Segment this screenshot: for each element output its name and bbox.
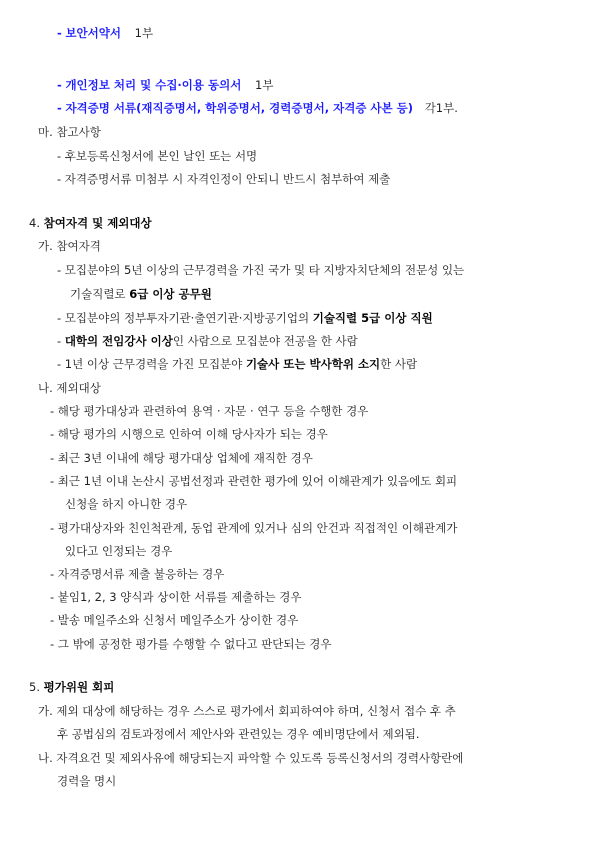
list-item: - 최근 3년 이내에 해당 평가대상 업체에 재직한 경우 — [50, 451, 313, 465]
privacy-consent-count: 1부 — [255, 78, 274, 92]
list-item: - 모집분야의 5년 이상의 근무경력을 가진 국가 및 타 지방자치단체의 전문성 있는 — [57, 263, 465, 277]
list-item: - 후보등록신청서에 본인 날인 또는 서명 — [57, 149, 258, 163]
section4-na-title: 나. 제외대상 — [38, 381, 101, 395]
qualification-docs-label: 자격증명 서류(재직증명서, 학위증명서, 경력증명서, 자격증 사본 등) — [65, 101, 414, 115]
section4-heading — [29, 215, 152, 231]
section5-ga-line2: 후 공법심의 검토과정에서 제안사와 관련있는 경우 예비명단에서 제외됨. — [57, 727, 420, 741]
list-item: - 평가대상자와 친인척관계, 동업 관계에 있거나 심의 안건과 직접적인 이해관계가 — [50, 521, 458, 535]
section4-number: 4. — [29, 216, 40, 230]
list-item-continuation: 기술직렬로 6급 이상 공무원 — [70, 287, 212, 301]
list-item: - 붙임1, 2, 3 양식과 상이한 서류를 제출하는 경우 — [50, 590, 302, 604]
doc-item-privacy-consent: - 개인정보 처리 및 수집·이용 동의서 1부 — [57, 78, 274, 92]
section5-number: 5. — [29, 680, 40, 694]
qualification-docs-count: 각1부. — [424, 101, 458, 115]
list-item: - 최근 1년 이내 논산시 공법선정과 관련한 평가에 있어 이해관계가 있음에도 회피 — [50, 474, 458, 488]
privacy-consent-label: 개인정보 처리 및 수집·이용 동의서 — [65, 78, 242, 92]
section5-na-line2: 경력을 명시 — [57, 774, 117, 788]
section-ma-title: 마. 참고사항 — [38, 125, 101, 139]
section5-heading — [29, 679, 114, 695]
list-item: - 해당 평가대상과 관련하여 용역 · 자문 · 연구 등을 수행한 경우 — [50, 404, 369, 418]
list-item: - 발송 메일주소와 신청서 메일주소가 상이한 경우 — [50, 613, 299, 627]
security-pledge-label: 보안서약서 — [65, 26, 121, 40]
list-item-continuation: 있다고 인정되는 경우 — [65, 544, 173, 558]
list-item: - 1년 이상 근무경력을 가진 모집분야 기술사 또는 박사학위 소지한 사람 — [57, 357, 418, 371]
section5-ga-line1: 가. 제외 대상에 해당하는 경우 스스로 평가에서 회피하여야 하며, 신청서 접수 후 추 — [38, 704, 456, 718]
section5-na-line1: 나. 자격요건 및 제외사유에 해당되는지 파악할 수 있도록 등록신청서의 경력사항란에 — [38, 751, 464, 765]
section4-ga-title: 가. 참여자격 — [38, 239, 101, 253]
section5-title: 평가위원 회피 — [43, 680, 115, 694]
doc-item-qualification-docs: - 자격증명 서류(재직증명서, 학위증명서, 경력증명서, 자격증 사본 등) 각1부. — [57, 101, 458, 115]
security-pledge-count: 1부 — [134, 26, 154, 40]
list-item: - 자격증명서류 미첨부 시 자격인정이 안되니 반드시 첨부하여 제출 — [57, 172, 391, 186]
list-item: - 모집분야의 정부투자기관·출연기관·지방공기업의 기술직렬 5급 이상 직원 — [57, 311, 433, 325]
list-item: - 그 밖에 공정한 평가를 수행할 수 없다고 판단되는 경우 — [50, 637, 332, 651]
section4-title: 참여자격 및 제외대상 — [43, 216, 152, 230]
list-item-continuation: 신청을 하지 아니한 경우 — [65, 497, 188, 511]
list-item: - 대학의 전임강사 이상인 사람으로 모집분야 전공을 한 사람 — [57, 334, 358, 348]
list-item: - 자격증명서류 제출 불응하는 경우 — [50, 567, 225, 581]
list-item: - 해당 평가의 시행으로 인하여 이해 당사자가 되는 경우 — [50, 427, 328, 441]
doc-item-security-pledge: - 보안서약서 1부 — [57, 26, 154, 40]
